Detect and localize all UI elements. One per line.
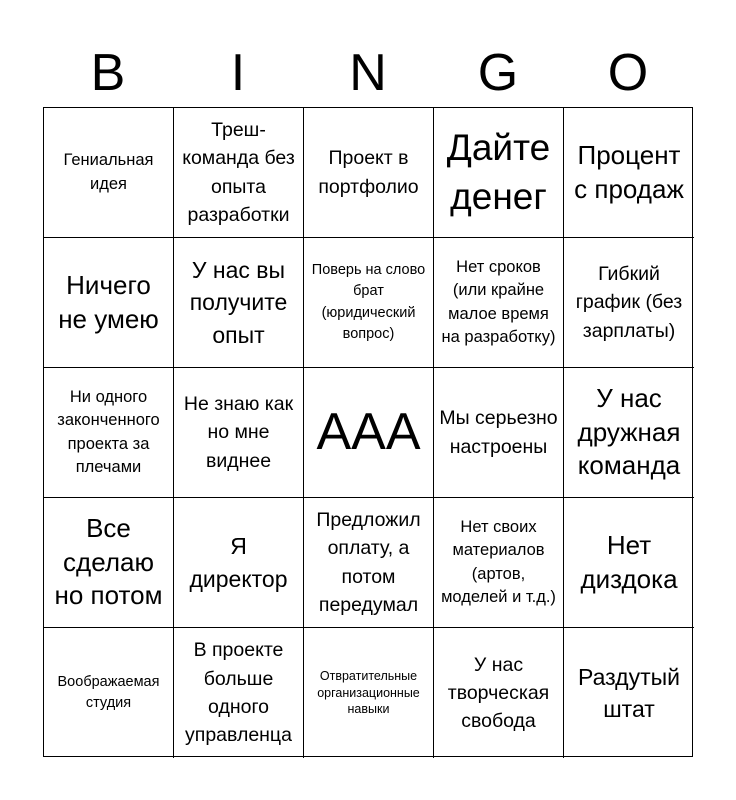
bingo-cell-r3c2[interactable] <box>174 368 304 498</box>
bingo-cell-r5c5[interactable] <box>564 628 694 758</box>
bingo-cell-r4c4[interactable] <box>434 498 564 628</box>
bingo-cell-r1c4[interactable] <box>434 108 564 238</box>
header-letter-b: B <box>90 44 126 102</box>
cell-text: Я директор <box>189 533 288 592</box>
bingo-cell-r3c4[interactable] <box>434 368 564 498</box>
bingo-cell-r3c5[interactable] <box>564 368 694 498</box>
bingo-cell-r5c4[interactable] <box>434 628 564 758</box>
cell-text: Нет сроков (или крайне малое время на разработку) <box>441 258 556 346</box>
cell-text: У нас вы получите опыт <box>189 257 288 348</box>
cell-text: AAA <box>316 403 421 462</box>
cell-text: Гениальная идея <box>63 151 154 193</box>
cell-text: Поверь на слово брат (юридический вопрос) <box>311 262 426 342</box>
cell-text: Раздутый штат <box>578 663 680 722</box>
cell-text: Гибкий график (без зарплаты) <box>575 263 683 342</box>
cell-text: Треш-команда без опыта разработки <box>182 118 295 226</box>
bingo-cell-r4c2[interactable] <box>174 498 304 628</box>
cell-text: Не знаю как но мне виднее <box>183 393 294 472</box>
cell-text: Дайте денег <box>446 127 551 217</box>
cell-text: Воображаемая студия <box>57 673 160 711</box>
cell-text: Все сделаю но потом <box>54 512 163 611</box>
bingo-cell-r2c3[interactable] <box>304 238 434 368</box>
cell-text: Отвратительные организационные навыки <box>317 668 420 717</box>
bingo-cell-r2c2[interactable] <box>174 238 304 368</box>
cell-text: Нет своих материалов (артов, моделей и т.д.) <box>441 518 556 606</box>
bingo-cell-r2c4[interactable] <box>434 238 564 368</box>
bingo-cell-r1c5[interactable] <box>564 108 694 238</box>
cell-text: У нас дружная команда <box>577 382 681 481</box>
bingo-header <box>43 38 693 108</box>
cell-text: Ни одного законченного проекта за плечами <box>57 388 160 476</box>
cell-text: Процент с продаж <box>574 139 684 204</box>
bingo-cell-r4c5[interactable] <box>564 498 694 628</box>
bingo-board <box>43 107 693 757</box>
bingo-cell-r5c2[interactable] <box>174 628 304 758</box>
header-letter-g: G <box>477 44 519 102</box>
header-letter-i: I <box>230 44 246 102</box>
bingo-cell-r4c3[interactable] <box>304 498 434 628</box>
bingo-cell-r5c1[interactable] <box>44 628 174 758</box>
header-letter-n: N <box>349 44 387 102</box>
cell-text: Предложил оплату, а потом передумал <box>316 508 421 616</box>
cell-text: Нет диздока <box>580 529 678 594</box>
bingo-cell-r1c2[interactable] <box>174 108 304 238</box>
bingo-cell-r2c1[interactable] <box>44 238 174 368</box>
cell-text: Мы серьезно настроены <box>439 407 558 458</box>
bingo-cell-r1c1[interactable] <box>44 108 174 238</box>
cell-text: Ничего не умею <box>58 269 159 334</box>
bingo-cell-r5c3[interactable] <box>304 628 434 758</box>
bingo-cell-r4c1[interactable] <box>44 498 174 628</box>
cell-text: В проекте больше одного управленца <box>185 639 292 747</box>
header-letter-o: O <box>607 44 649 102</box>
bingo-cell-r1c3[interactable] <box>304 108 434 238</box>
cell-text: Проект в портфолио <box>318 147 419 198</box>
bingo-cell-r3c1[interactable] <box>44 368 174 498</box>
bingo-cell-r3c3-center[interactable] <box>304 368 434 498</box>
cell-text: У нас творческая свобода <box>447 653 550 733</box>
bingo-cell-r2c5[interactable] <box>564 238 694 368</box>
